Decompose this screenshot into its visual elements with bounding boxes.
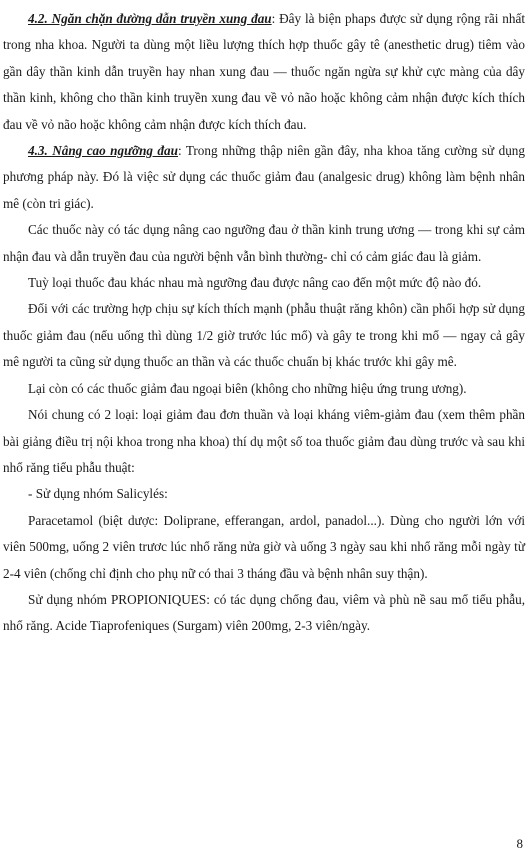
section-body: : Trong những thập niên gần đây, nha khoa tăng cường sử dụng phương pháp này. Đó là việc sử dụng các thuốc giảm đau (analgesic drug) không làm bệnh nhân mê (còn tri giác). xyxy=(3,143,525,211)
paragraph: Sử dụng nhóm PROPIONIQUES: có tác dụng chống đau, viêm và phù nề sau mổ tiểu phẫu, nhổ răng. Acide Tiaprofeniques (Surgam) viên 200mg, 2-3 viên/ngày. xyxy=(3,591,525,634)
paragraph: Paracetamol (biệt dược: Doliprane, efferangan, ardol, panadol...). Dùng cho người lớn với viên 500mg, uống 2 viên trươc lúc nhổ răng nửa giờ và uống 3 ngày sau khi nhổ răng mỗi ngày từ 2-4 viên (chống chỉ định cho phụ nữ có thai 3 tháng đầu và bệnh nhân suy thận). xyxy=(3,512,525,581)
section-heading: 4.3. Nâng cao ngưỡng đau xyxy=(28,143,178,159)
section-4-2 xyxy=(3,6,525,138)
section-4-3 xyxy=(3,138,525,217)
paragraph: Tuỳ loại thuốc đau khác nhau mà ngưỡng đau được nâng cao đến một mức độ nào đó. xyxy=(28,275,482,291)
paragraph: Đối với các trường hợp chịu sự kích thích mạnh (phẫu thuật răng khôn) cần phối hợp sử dụng thuốc giảm đau (nếu uống thì dùng 1/2 giờ trước lúc mổ) và gây te trong khi mổ — ngay cả gây mê người ta cũng sử dụng thuốc an thần và các thuốc chuẩn bị khác trước khi gây mê. xyxy=(3,301,525,370)
paragraph: Nói chung có 2 loại: loại giảm đau đơn thuần và loại kháng viêm-giảm đau (xem thêm phần bài giảng điều trị nội khoa trong nha khoa) thí dụ một số toa thuốc giảm đau dùng trước và sau khi nhổ răng tiểu phẫu thuật: xyxy=(3,407,525,475)
paragraph: Các thuốc này có tác dụng nâng cao ngưỡng đau ở thần kinh trung ương — trong khi sự cảm nhận đau và dẫn truyền đau của người bệnh vẫn bình thường- chỉ có cảm giác đau là giảm. xyxy=(3,222,525,264)
section-body: : Đây là biện phaps được sử dụng rộng rãi nhất trong nha khoa. Người ta dùng một liều lượng thích hợp thuốc gây tê (anesthetic drug) tiêm vào gần dây thần kinh dẫn truyền hay nhan xung đau — thuốc ngăn ngừa sự khử cực màng của dây thần kinh, không cho thần kinh truyền xung đau về vỏ não hoặc không cảm nhận được kích thích đau về vỏ não hoặc không cảm nhận được kích thích đau. xyxy=(3,11,525,132)
paragraph: Lại còn có các thuốc giảm đau ngoại biên (không cho những hiệu ứng trung ương). xyxy=(28,380,467,396)
section-heading: 4.2. Ngăn chặn đường dẫn truyền xung đau xyxy=(28,11,272,26)
page-number: 8 xyxy=(516,836,523,851)
list-item: - Sử dụng nhóm Salicylés: xyxy=(28,486,168,502)
